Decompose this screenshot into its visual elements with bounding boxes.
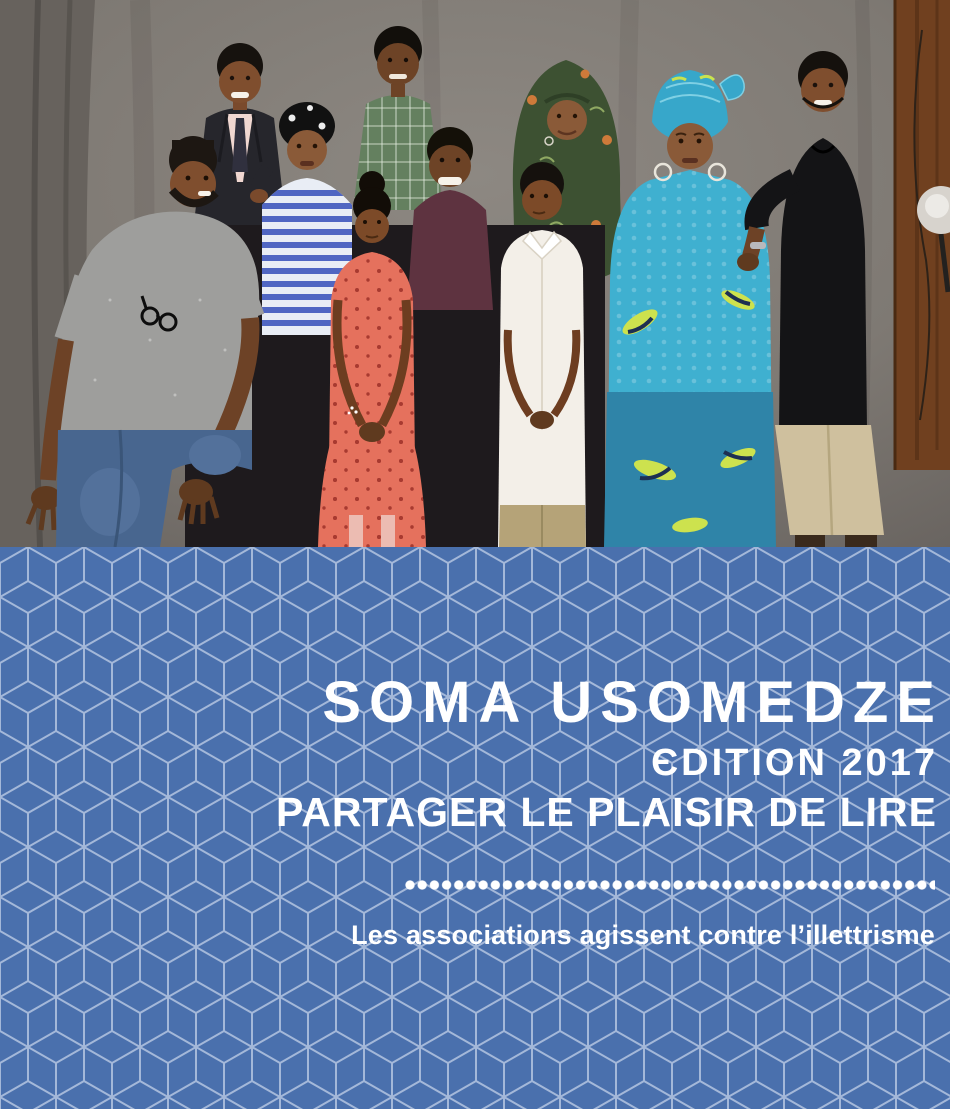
poster-subtitle: PARTAGER LE PLAISIR DE LIRE (275, 788, 937, 835)
family-photo-illustration (0, 0, 950, 547)
dotted-separator (404, 879, 935, 891)
poster-text-block (0, 547, 943, 951)
poster-edition: ЄDITION 2017 (651, 741, 938, 784)
poster-panel (0, 547, 950, 1109)
right-page-margin (950, 0, 956, 1109)
family-photo (0, 0, 950, 547)
poster-tagline: Les associations agissent contre l’illettrisme (351, 919, 935, 950)
poster-title: SOMA USOMEDZE (322, 670, 943, 735)
